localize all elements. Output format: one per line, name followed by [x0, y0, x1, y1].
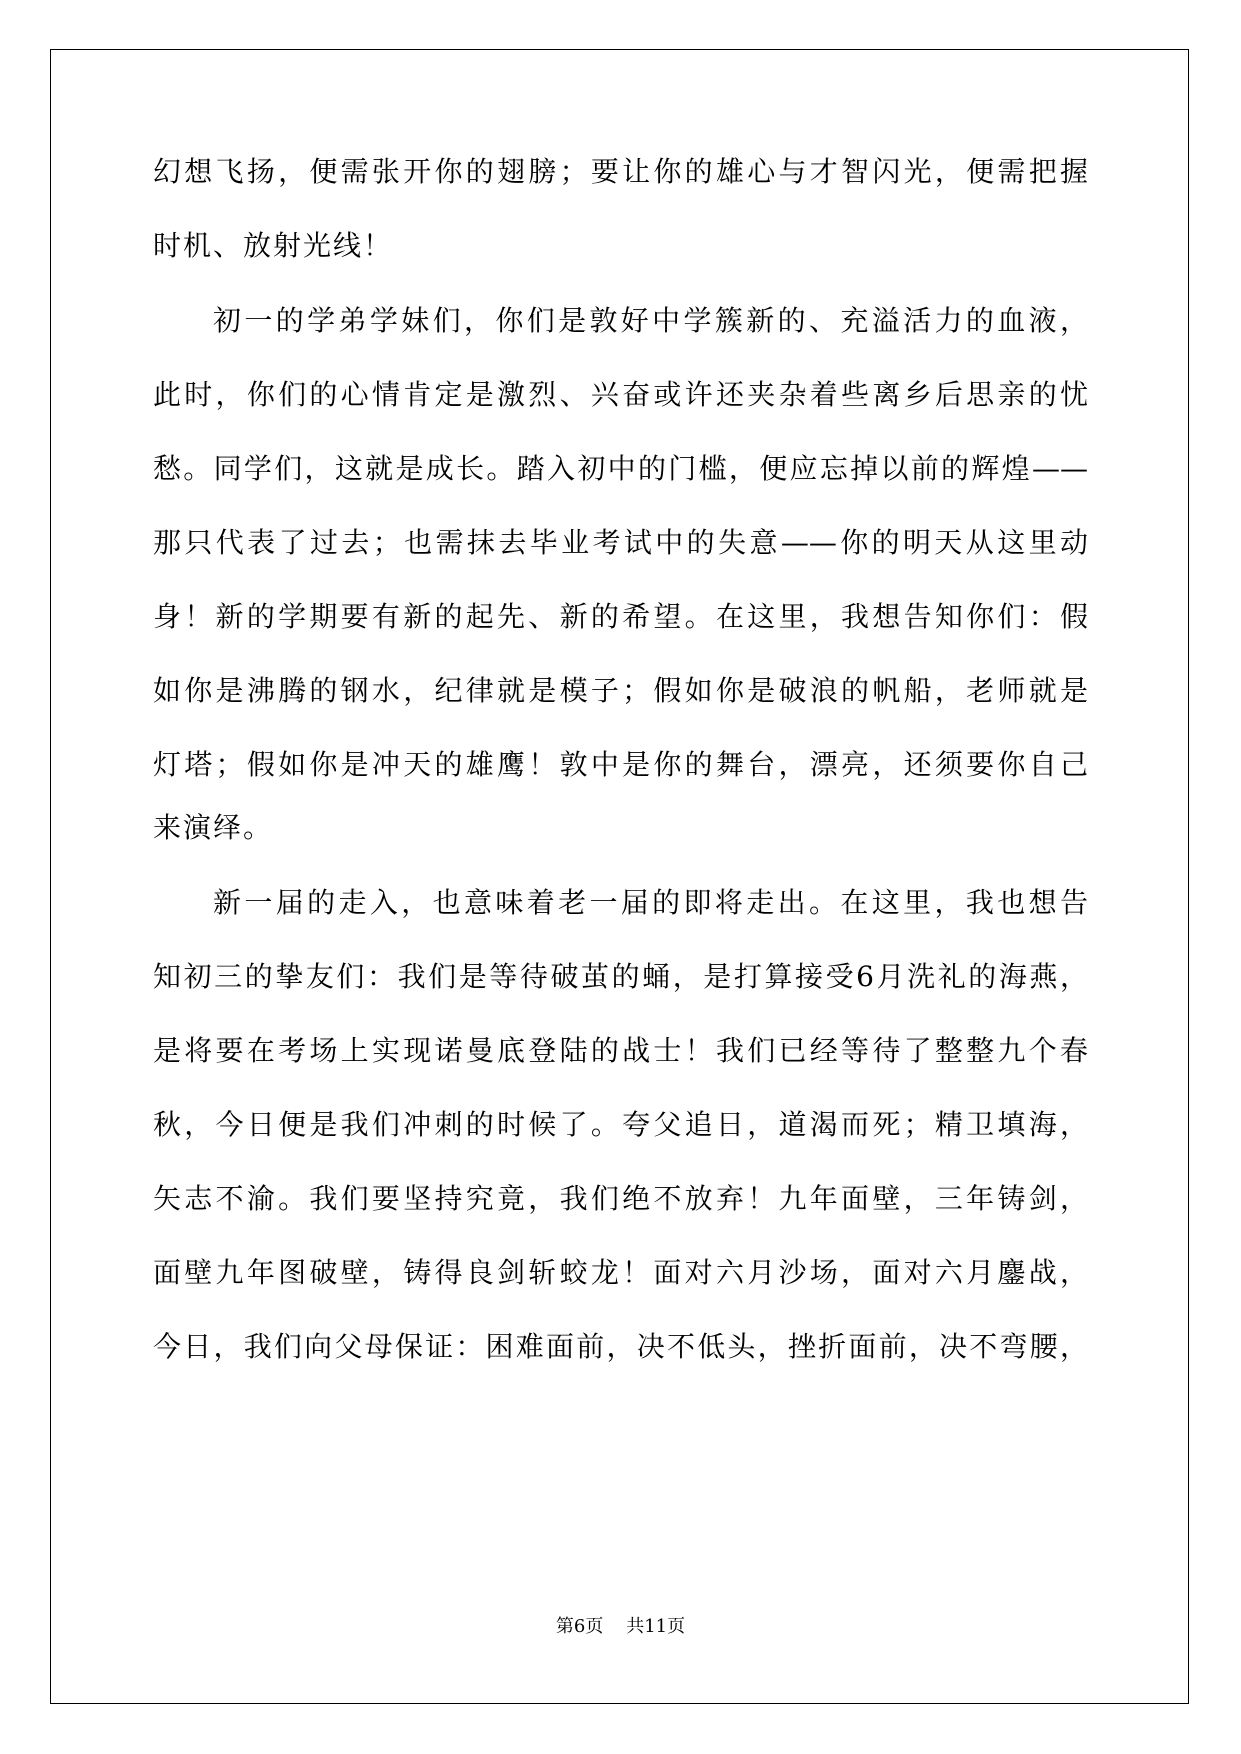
text-line: 如你是沸腾的钢水，纪律就是模子；假如你是破浪的帆船，老师就是: [153, 674, 1088, 707]
text-line: 时机、放射光线！: [153, 229, 394, 262]
text-line: 面壁九年图破壁，铸得良剑斩蛟龙！面对六月沙场，面对六月鏖战，: [153, 1256, 1088, 1289]
text-line: 灯塔；假如你是冲天的雄鹰！敦中是你的舞台，漂亮，还须要你自己: [153, 748, 1088, 781]
text-line: 矢志不渝。我们要坚持究竟，我们绝不放弃！九年面壁，三年铸剑，: [153, 1182, 1088, 1215]
page-border: [50, 49, 1189, 1704]
text-line: 知初三的挚友们：我们是等待破茧的蛹，是打算接受6月洗礼的海燕，: [153, 960, 1088, 993]
text-line: 初一的学弟学妹们，你们是敦好中学簇新的、充溢活力的血液，: [213, 304, 1088, 337]
page-number-footer: 第6页 共11页: [555, 1616, 686, 1637]
text-line: 是将要在考场上实现诺曼底登陆的战士！我们已经等待了整整九个春: [153, 1034, 1088, 1067]
text-line: 今日，我们向父母保证：困难面前，决不低头，挫折面前，决不弯腰，: [153, 1330, 1088, 1363]
text-line: 此时，你们的心情肯定是激烈、兴奋或许还夹杂着些离乡后思亲的忧: [153, 378, 1088, 411]
text-line: 那只代表了过去；也需抹去毕业考试中的失意——你的明天从这里动: [153, 526, 1088, 559]
text-line: 身！新的学期要有新的起先、新的希望。在这里，我想告知你们：假: [153, 600, 1088, 633]
text-line: 来演绎。: [153, 811, 274, 844]
text-line: 秋，今日便是我们冲刺的时候了。夸父追日，道渴而死；精卫填海，: [153, 1108, 1088, 1141]
text-line: 新一届的走入，也意味着老一届的即将走出。在这里，我也想告: [213, 886, 1088, 919]
text-line: 幻想飞扬，便需张开你的翅膀；要让你的雄心与才智闪光，便需把握: [153, 155, 1088, 188]
text-line: 愁。同学们，这就是成长。踏入初中的门槛，便应忘掉以前的辉煌——: [153, 452, 1088, 485]
